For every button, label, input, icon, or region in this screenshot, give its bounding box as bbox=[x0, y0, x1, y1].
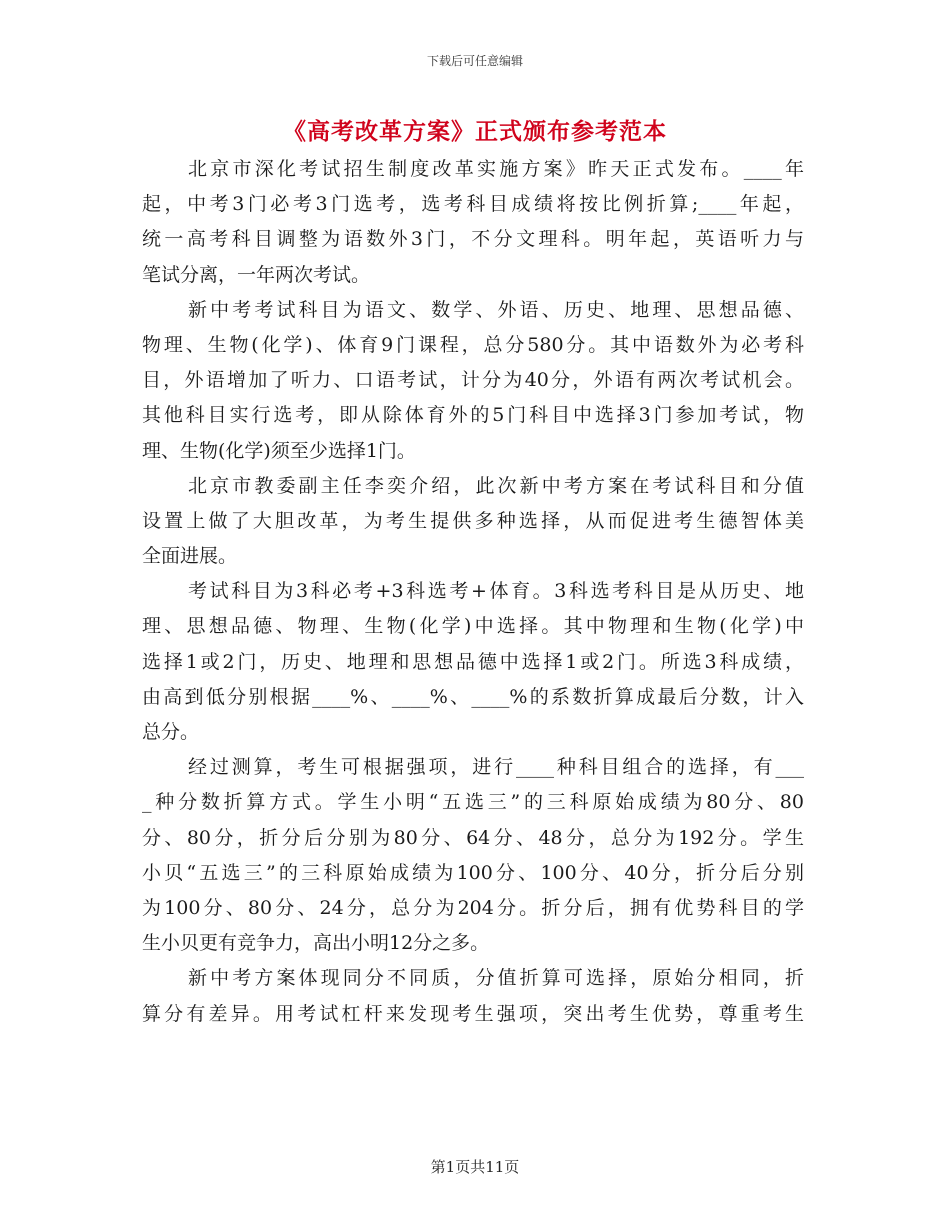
body-line: 考试科目为3科必考+3科选考+体育。3科选考科目是从历史、地 bbox=[188, 580, 804, 603]
page-header: 下载后可任意编辑 bbox=[426, 54, 523, 68]
body-line: 统一高考科目调整为语数外3门，不分文理科。明年起，英语听力与 bbox=[142, 228, 804, 251]
body-line: 理、生物(化学)须至少选择1门。 bbox=[142, 439, 416, 462]
body-line: 总分。 bbox=[142, 721, 200, 743]
body-line: 北京市教委副主任李奕介绍，此次新中考方案在考试科目和分值 bbox=[188, 474, 804, 497]
body-line: 其他科目实行选考，即从除体育外的5门科目中选择3门参加考试，物 bbox=[142, 404, 804, 427]
body-line: 经过测算，考生可根据强项，进行____种科目组合的选择，有___ bbox=[188, 756, 804, 779]
body-line: 物理、生物(化学)、体育9门课程，总分580分。其中语数外为必考科 bbox=[142, 333, 804, 356]
body-line: 目，外语增加了听力、口语考试，计分为40分，外语有两次考试机会。 bbox=[142, 369, 804, 392]
document-title: 《高考改革方案》正式颁布参考范本 bbox=[283, 118, 667, 145]
body-line: 笔试分离，一年两次考试。 bbox=[142, 263, 371, 286]
body-line: 北京市深化考试招生制度改革实施方案》昨天正式发布。____年 bbox=[188, 158, 804, 180]
body-line: _种分数折算方式。学生小明“五选三”的三科原始成绩为80分、80 bbox=[142, 791, 804, 814]
body-line: 理、思想品德、物理、生物(化学)中选择。其中物理和生物(化学)中 bbox=[142, 615, 804, 638]
body-line: 新中考考试科目为语文、数学、外语、历史、地理、思想品德、 bbox=[188, 298, 804, 321]
body-line: 为100分、80分、24分，总分为204分。折分后，拥有优势科目的学 bbox=[142, 896, 804, 919]
body-line: 全面进展。 bbox=[142, 545, 238, 568]
body-line: 算分有差异。用考试杠杆来发现考生强项，突出考生优势，尊重考生 bbox=[142, 1002, 804, 1025]
body-line: 生小贝更有竞争力，高出小明12分之多。 bbox=[142, 932, 490, 955]
body-line: 起，中考3门必考3门选考，选考科目成绩将按比例折算;____年起， bbox=[142, 193, 804, 216]
document-body bbox=[142, 152, 804, 1032]
body-line: 设置上做了大胆改革，为考生提供多种选择，从而促进考生德智体美 bbox=[142, 509, 804, 532]
body-line: 由高到低分别根据____%、____%、____%的系数折算成最后分数，计入 bbox=[142, 685, 804, 708]
body-line: 小贝“五选三”的三科原始成绩为100分、100分、40分，折分后分别 bbox=[142, 861, 804, 884]
body-line: 选择1或2门，历史、地理和思想品德中选择1或2门。所选3科成绩， bbox=[142, 650, 804, 673]
body-line: 新中考方案体现同分不同质，分值折算可选择，原始分相同，折 bbox=[188, 967, 804, 990]
body-line: 分、80分，折分后分别为80分、64分、48分，总分为192分。学生 bbox=[142, 826, 804, 849]
page-footer: 第1页共11页 bbox=[430, 1158, 520, 1176]
